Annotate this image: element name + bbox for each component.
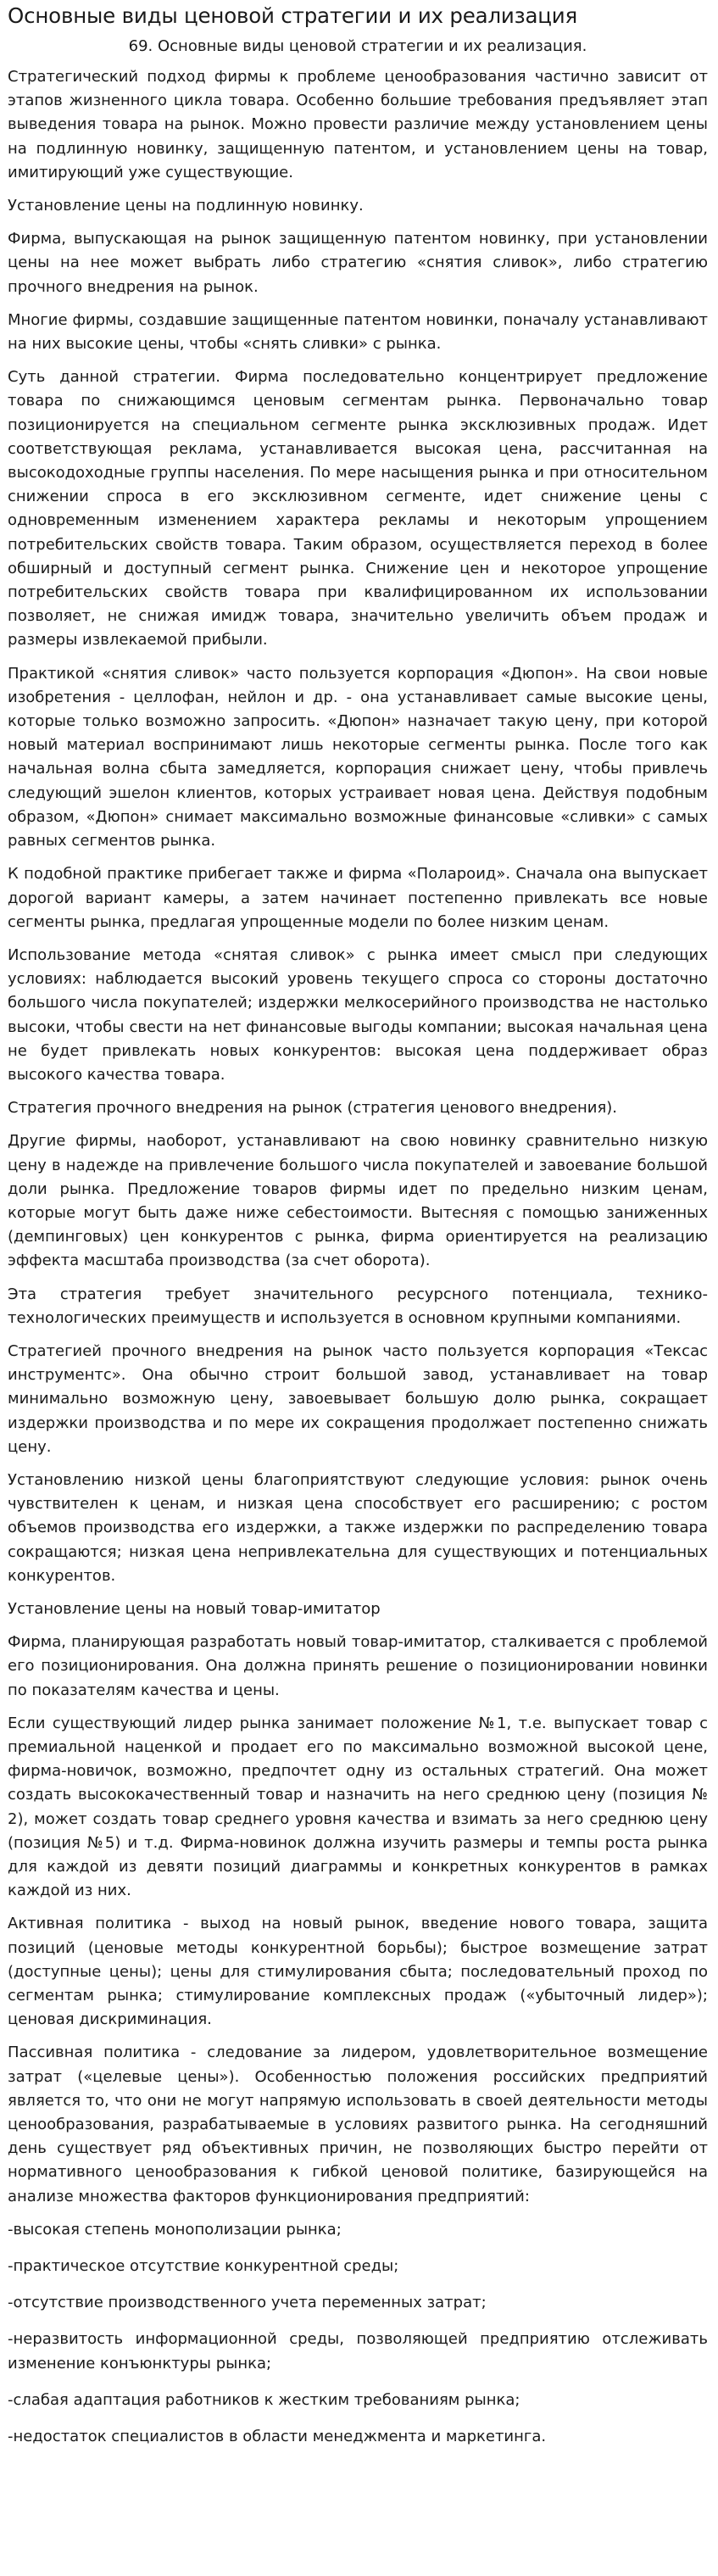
paragraph: Если существующий лидер рынка занимает положение №1, т.е. выпускает товар с премиальной наценкой и продает его по максимально возможной высокой цене, фирма-новичок, возможно, предпочтет одну из остальных стратегий. Она может создать высококачественный товар и назначить на него среднюю цену (позиция № 2), может создать товар среднего уровня качества и взимать за него среднюю цену (позиция №5) и т.д. Фирма-новинок должна изучить размеры и темпы роста рынка для каждой из девяти позиций диаграммы и конкретных конкурентов в рамках каждой из них. [8,1714,708,1900]
section-heading: Установление цены на новый товар-имитатор [8,1599,381,1618]
paragraph: Стратегией прочного внедрения на рынок часто пользуется корпорация «Тексас инструментс». Она обычно строит большой завод, устанавливает на товар минимально возможную цену, завоевывает большую долю рынка, сокращает издержки производства и по мере их сокращения продолжает постепенно снижать цену. [8,1341,708,1456]
list-item: -недостаток специалистов в области менеджмента и маркетинга. [8,2428,547,2446]
list-item: -высокая степень монополизации рынка; [8,2220,342,2239]
paragraph: Фирма, планирующая разработать новый товар-имитатор, сталкивается с проблемой его позиционирования. Она должна принять решение о позиционировании новинки по показателям качества и цены. [8,1633,708,1699]
paragraph: Другие фирмы, наоборот, устанавливают на свою новинку сравнительно низкую цену в надежде на привлечение большого числа покупателей и завоевание большой доли рынка. Предложение товаров фирмы идет по предельно низким ценам, которые могут быть даже ниже себестоимости. Вытесняя с помощью заниженных (демпинговых) цен конкурентов с рынка, фирма ориентируется на реализацию эффекта масштаба производства (за счет оборота). [8,1132,708,1270]
section-subtitle: 69. Основные виды ценовой стратегии и их реализация. [128,37,587,55]
page-title: Основные виды ценовой стратегии и их реализация [8,3,578,28]
factor-list [8,2218,708,2449]
paragraph: Установлению низкой цены благоприятствуют следующие условия: рынок очень чувствителен к ценам, и низкая цена способствует его расширению; с ростом объемов производства его издержки, а также издержки по распределению товара сокращаются; низкая цена непривлекательна для существующих и потенциальных конкурентов. [8,1470,708,1585]
list-item: -практическое отсутствие конкурентной среды; [8,2257,399,2276]
paragraph: Фирма, выпускающая на рынок защищенную патентом новинку, при установлении цены на нее может выбрать либо стратегию «снятия сливок», либо стратегию прочного внедрения на рынок. [8,230,708,296]
paragraph: Многие фирмы, создавшие защищенные патентом новинки, поначалу устанавливают на них высокие цены, чтобы «снять сливки» с рынка. [8,310,708,354]
paragraph: Использование метода «снятая сливок» с рынка имеет смысл при следующих условиях: наблюдается высокий уровень текущего спроса со стороны достаточно большого числа покупателей; издержки мелкосерийного производства не настолько высоки, чтобы свести на нет финансовые выгоды компании; высокая начальная цена не будет привлекать новых конкурентов: высокая цена поддерживает образ высокого качества товара. [8,945,708,1084]
section-heading: Стратегия прочного внедрения на рынок (стратегия ценового внедрения). [8,1099,618,1118]
paragraph: Эта стратегия требует значительного ресурсного потенциала, технико-технологических преимуществ и используется в основном крупными компаниями. [8,1285,708,1327]
paragraph: Стратегический подход фирмы к проблеме ценообразования частично зависит от этапов жизненного цикла товара. Особенно большие требования предъявляет этап выведения товара на рынок. Можно провести различие между установлением цены на подлинную новинку, защищенную патентом, и установлением цены на товар, имитирующий уже существующие. [8,68,708,181]
paragraph: К подобной практике прибегает также и фирма «Полароид». Сначала она выпускает дорогой вариант камеры, а затем начинает постепенно привлекать все новые сегменты рынка, предлагая упрощенные модели по более низким ценам. [8,865,708,931]
section-heading: Установление цены на подлинную новинку. [8,197,364,215]
list-item: -отсутствие производственного учета переменных затрат; [8,2294,487,2312]
paragraph: Пассивная политика - следование за лидером, удовлетворительное возмещение затрат («целевые цены»). Особенностью положения российских предприятий является то, что они не могут напрямую использовать в своей деятельности методы ценообразования, разрабатываемые в условиях развитого рынка. На сегодняшний день существует ряд объективных причин, не позволяющих быстро перейти от нормативного ценообразования к гибкой ценовой политике, базирующейся на анализе множества факторов функционирования предприятий: [8,2044,708,2205]
paragraph: Активная политика - выход на новый рынок, введение нового товара, защита позиций (ценовые методы конкурентной борьбы); быстрое возмещение затрат (доступные цены); цены для стимулирования сбыта; последовательный проход по сегментам рынка; стимулирование комплексных продаж («убыточный лидер»); ценовая дискриминация. [8,1915,708,2029]
list-item: -неразвитость информационной среды, позволяющей предприятию отслеживать изменение конъюнктуры рынка; [8,2330,708,2372]
list-item: -слабая адаптация работников к жестким требованиям рынка; [8,2390,520,2409]
paragraph: Практикой «снятия сливок» часто пользуется корпорация «Дюпон». На свои новые изобретения - целлофан, нейлон и др. - она устанавливает самые высокие цены, которые только возможно запросить. «Дюпон» назначает такую цену, при которой новый материал воспринимают лишь некоторые сегменты рынка. После того как начальная волна сбыта замедляется, корпорация снижает цену, чтобы привлечь следующий эшелон клиентов, которых устраивает новая цена. Действуя подобным образом, «Дюпон» снимает максимально возможные финансовые «сливки» с самых равных сегментов рынка. [8,664,708,850]
paragraph: Суть данной стратегии. Фирма последовательно концентрирует предложение товара по снижающимся ценовым сегментам рынка. Первоначально товар позиционируется на специальном сегменте рынка эксклюзивных продаж. Идет соответствующая реклама, устанавливается высокая цена, рассчитанная на высокодоходные группы населения. По мере насыщения рынка и при относительном снижении спроса в его эксклюзивном сегменте, идет снижение цены с одновременным изменением характера рекламы и некоторым упрощением потребительских свойств товара. Таким образом, осуществляется переход в более обширный и доступный сегмент рынка. Снижение цен и некоторое упрощение потребительских свойств товара при квалифицированном их использовании позволяет, не снижая имидж товара, значительно увеличить объем продаж и размеры извлекаемой прибыли. [8,368,708,650]
